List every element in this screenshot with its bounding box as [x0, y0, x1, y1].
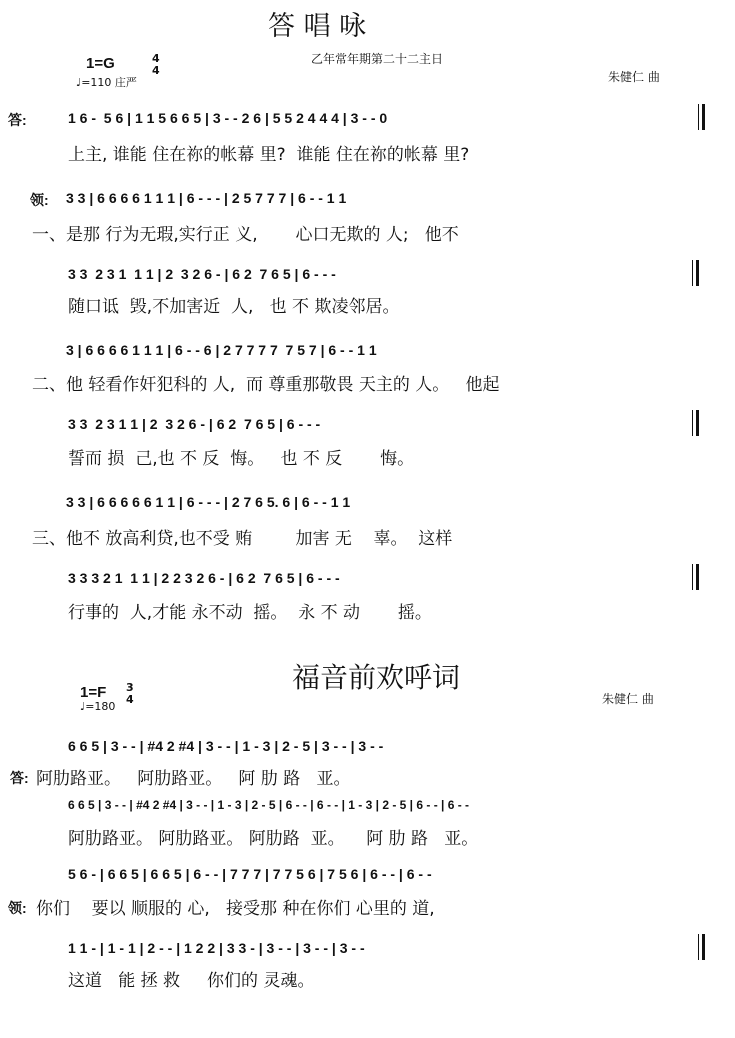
final-barline: [692, 410, 699, 436]
song1-tempo: ♩=110 庄严: [76, 76, 137, 89]
song2-row2-lyrics: 阿肋路亚。 阿肋路亚。 阿肋路 亚。 阿 肋 路 亚。: [68, 829, 479, 849]
song1-row5-lyrics: 誓而 损 己,也 不 反 悔。 也 不 反 悔。: [68, 449, 415, 469]
song1-row7-lyrics: 行事的 人,才能 永不动 摇。 永 不 动 摇。: [68, 603, 432, 623]
song2-row3-notes: 5 6 - | 6 6 5 | 6 6 5 | 6 - - | 7 7 7 | 7 7 5 6 | 7 5 6 | 6 - - | 6 - -: [68, 866, 432, 882]
song1-title: 答 唱 咏: [268, 11, 367, 42]
song1-row5-notes: 3 3 2 3 1 1 | 2 3 2 6 - | 6 2 7 6 5 | 6 - - -: [68, 416, 321, 432]
final-barline: [698, 104, 705, 130]
song1-row3-notes: 3 3 2 3 1 1 1 | 2 3 2 6 - | 6 2 7 6 5 | 6 - - -: [68, 266, 336, 282]
song1-row2-notes: 3 3 | 6 6 6 6 1 1 1 | 6 - - - | 2 5 7 7 7 | 6 - - 1 1: [66, 190, 347, 206]
song2-row1-notes: 6 6 5 | 3 - - | #4 2 #4 | 3 - - | 1 - 3 | 2 - 5 | 3 - - | 3 - -: [68, 738, 384, 754]
song1-row1-notes: 1 6 - 5 6 | 1 1 5 6 6 5 | 3 - - 2 6 | 5 5 2 4 4 4 | 3 - - 0: [68, 110, 388, 126]
final-barline: [692, 260, 699, 286]
final-barline: [698, 934, 705, 960]
song2-time-bottom: 4: [126, 693, 134, 706]
song2-composer: 朱健仁 曲: [602, 692, 654, 706]
song2-time-top: 3: [126, 681, 134, 694]
song1-row3-lyrics: 随口诋 毁,不加害近 人, 也 不 欺凌邻居。: [68, 297, 400, 317]
lead-label: 领:: [30, 192, 49, 208]
song2-row1-lyrics: 阿肋路亚。 阿肋路亚。 阿 肋 路 亚。: [36, 769, 351, 789]
song2-tempo: ♩=180: [80, 700, 116, 713]
song1-row7-notes: 3 3 3 2 1 1 1 | 2 2 3 2 6 - | 6 2 7 6 5 | 6 - - -: [68, 570, 340, 586]
song1-subtitle: 乙年常年期第二十二主日: [311, 52, 444, 66]
lead-label: 领:: [8, 900, 27, 916]
song1-row4-lyrics: 二、他 轻看作奸犯科的 人, 而 尊重那敬畏 天主的 人。 他起: [32, 375, 500, 395]
response-label: 答:: [8, 112, 27, 128]
song1-row6-notes: 3 3 | 6 6 6 6 6 1 1 | 6 - - - | 2 7 6 5. 6 | 6 - - 1 1: [66, 494, 351, 510]
song2-row3-lyrics: 你们 要以 顺服的 心, 接受那 种在你们 心里的 道,: [36, 899, 435, 919]
song1-time-top: 4: [152, 52, 160, 65]
song1-key: 1=G: [86, 55, 115, 72]
song2-title: 福音前欢呼词: [292, 661, 461, 694]
song1-row2-lyrics: 一、是那 行为无瑕,实行正 义, 心口无欺的 人; 他不: [32, 225, 459, 245]
song2-row2-notes: 6 6 5 | 3 - - | #4 2 #4 | 3 - - | 1 - 3 | 2 - 5 | 6 - - | 6 - - | 1 - 3 | 2 - 5 | 6 - - | 6 - -: [68, 798, 470, 812]
song1-row6-lyrics: 三、他不 放高利贷,也不受 贿 加害 无 辜。 这样: [32, 529, 453, 549]
response-label: 答:: [10, 770, 29, 786]
song1-time-bottom: 4: [152, 64, 160, 77]
song2-row4-notes: 1 1 - | 1 - 1 | 2 - - | 1 2 2 | 3 3 - | 3 - - | 3 - - | 3 - -: [68, 940, 365, 956]
song2-row4-lyrics: 这道 能 拯 救 你们的 灵魂。: [68, 971, 315, 991]
song1-row1-lyrics: 上主, 谁能 住在祢的帐幕 里? 谁能 住在祢的帐幕 里?: [68, 145, 470, 165]
song1-composer: 朱健仁 曲: [608, 70, 660, 84]
song2-key: 1=F: [80, 684, 107, 701]
song1-row4-notes: 3 | 6 6 6 6 1 1 1 | 6 - - 6 | 2 7 7 7 7 7 5 7 | 6 - - 1 1: [66, 342, 377, 358]
final-barline: [692, 564, 699, 590]
